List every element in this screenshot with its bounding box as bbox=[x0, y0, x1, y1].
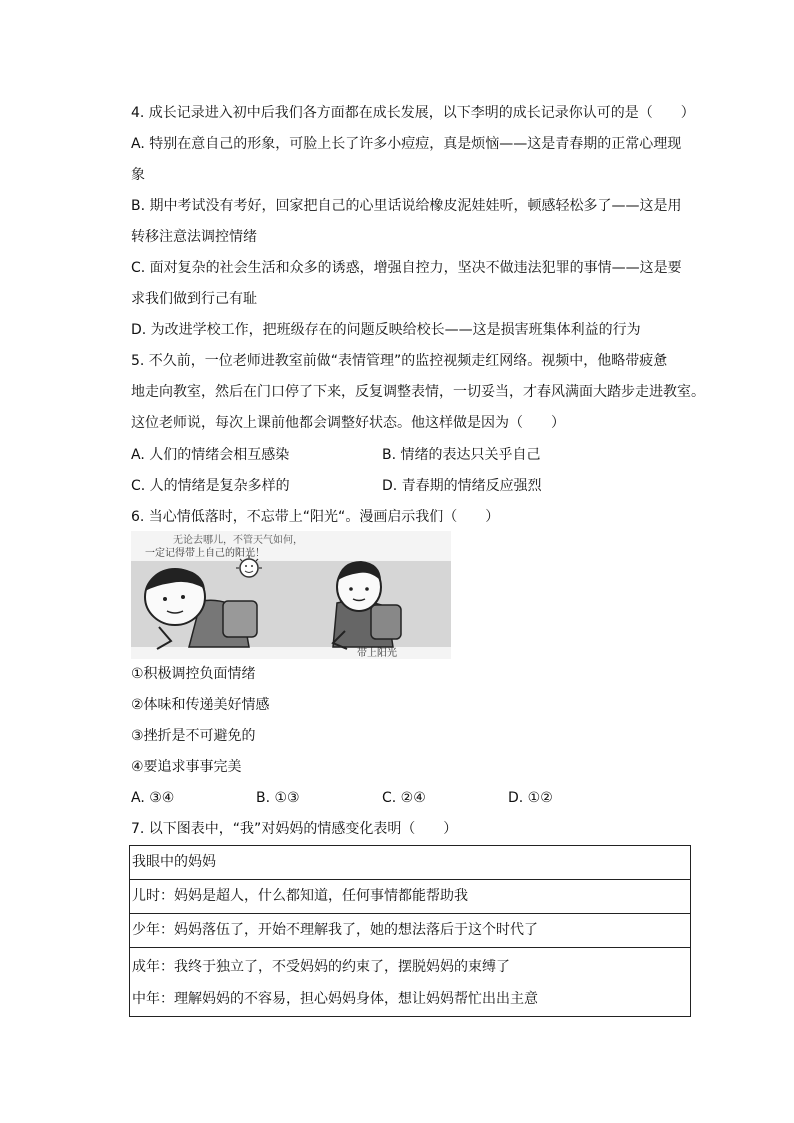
q5-stem-line3: 这位老师说，每次上课前他都会调整好状态。他这样做是因为（ ） bbox=[131, 415, 565, 431]
q4-option-a-line1: A. 特别在意自己的形象，可脸上长了许多小痘痘，真是烦恼——这是青春期的正常心理现 bbox=[131, 136, 682, 152]
q6-option-c: C. ②④ bbox=[382, 790, 426, 806]
q5-options-row1 bbox=[131, 445, 691, 465]
q4-option-c-line1: C. 面对复杂的社会生活和众多的诱惑，增强自控力，坚决不做违法犯罪的事情——这是要 bbox=[131, 260, 682, 276]
q5-option-b: B. 情绪的表达只关乎自己 bbox=[382, 447, 541, 463]
q5-stem-line1: 5. 不久前，一位老师进教室前做“表情管理”的监控视频走红网络。视频中，他略带疲惫 bbox=[131, 353, 668, 369]
q6-stem: 6. 当心情低落时，不忘带上“阳光“。漫画启示我们（ ） bbox=[131, 509, 500, 525]
q6-option-a: A. ③④ bbox=[131, 790, 175, 806]
table-cell-youth: 少年：妈妈落伍了，开始不理解我了，她的想法落后于这个时代了 bbox=[130, 914, 691, 948]
mom-perception-table bbox=[129, 845, 691, 1017]
q4-option-b-line1: B. 期中考试没有考好，回家把自己的心里话说给橡皮泥娃娃听，顿感轻松多了——这是用 bbox=[131, 198, 682, 214]
q4-option-a-line2: 象 bbox=[131, 167, 145, 183]
cartoon-bottom-caption: 带上阳光 bbox=[357, 648, 397, 659]
table-cell-adult-middle bbox=[130, 948, 691, 1017]
q6-statement-2: ②体味和传递美好情感 bbox=[131, 697, 270, 713]
table-row bbox=[130, 948, 691, 1017]
q5-option-c: C. 人的情绪是复杂多样的 bbox=[131, 478, 290, 494]
q4-stem: 4. 成长记录进入初中后我们各方面都在成长发展，以下李明的成长记录你认可的是（ ） bbox=[131, 105, 695, 121]
cartoon-second-caption: 一定记得带上自己的阳光！ bbox=[145, 548, 265, 559]
table-cell-childhood: 儿时：妈妈是超人，什么都知道，任何事情都能帮助我 bbox=[130, 880, 691, 914]
q6-statement-3: ③挫折是不可避免的 bbox=[131, 728, 256, 744]
table-row bbox=[130, 914, 691, 948]
q6-statement-1: ①积极调控负面情绪 bbox=[131, 666, 256, 682]
q5-option-a: A. 人们的情绪会相互感染 bbox=[131, 447, 290, 463]
table-row bbox=[130, 846, 691, 880]
q4-option-c-line2: 求我们做到行己有耻 bbox=[131, 291, 257, 307]
table-row bbox=[130, 880, 691, 914]
table-text-adult: 成年：我终于独立了，不受妈妈的约束了，摆脱妈妈的束缚了 bbox=[132, 959, 510, 975]
cartoon-top-caption: 无论去哪儿，不管天气如何， bbox=[173, 535, 303, 546]
q7-stem: 7. 以下图表中，“我”对妈妈的情感变化表明（ ） bbox=[131, 821, 458, 837]
q6-options-row bbox=[131, 788, 691, 808]
q5-options-row2 bbox=[131, 476, 691, 496]
q5-stem-line2: 地走向教室，然后在门口停了下来，反复调整表情，一切妥当，才春风满面大踏步走进教室。 bbox=[131, 384, 705, 400]
q6-option-b: B. ①③ bbox=[256, 790, 300, 806]
q4-option-b-line2: 转移注意法调控情绪 bbox=[131, 229, 257, 245]
q5-option-d: D. 青春期的情绪反应强烈 bbox=[382, 478, 542, 494]
q6-statement-4: ④要追求事事完美 bbox=[131, 759, 242, 775]
q4-option-d: D. 为改进学校工作，把班级存在的问题反映给校长——这是损害班集体利益的行为 bbox=[131, 322, 641, 338]
q6-option-d: D. ①② bbox=[508, 790, 553, 806]
table-text-middle: 中年：理解妈妈的不容易，担心妈妈身体，想让妈妈帮忙出出主意 bbox=[132, 991, 538, 1007]
sunshine-cartoon bbox=[131, 531, 451, 659]
table-header-cell: 我眼中的妈妈 bbox=[130, 846, 691, 880]
